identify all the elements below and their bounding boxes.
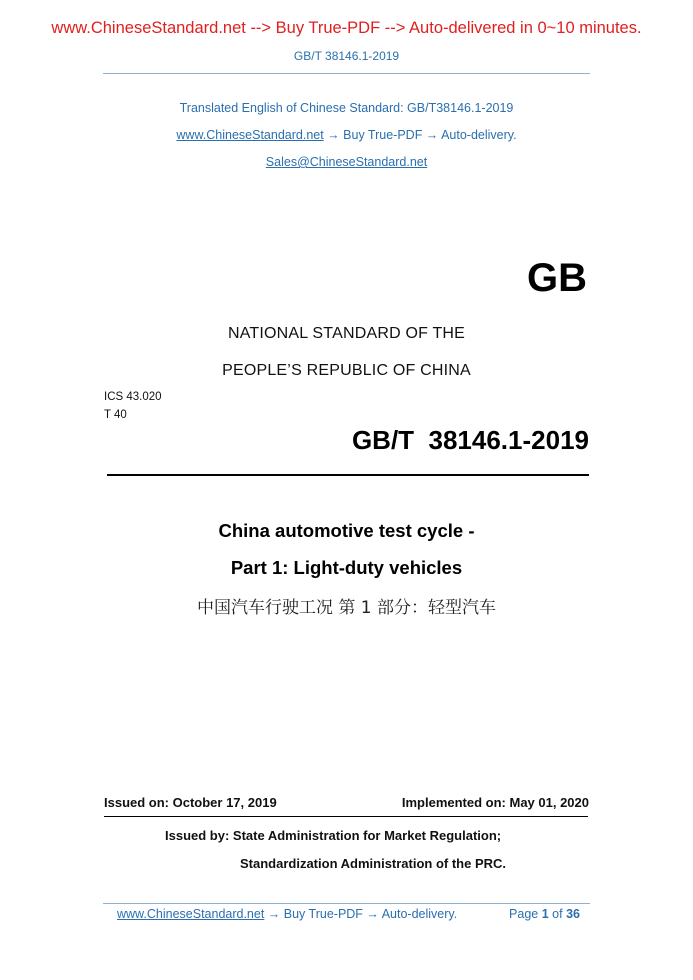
dates-divider — [104, 816, 588, 817]
page-total: 36 — [566, 907, 580, 921]
title-line1: China automotive test cycle - — [218, 520, 475, 541]
header-standard-code: GB/T 38146.1-2019 — [293, 49, 400, 63]
implemented-on-date: Implemented on: May 01, 2020 — [401, 795, 589, 810]
translated-notice: Translated English of Chinese Standard: GB/T38146.1-2019 — [179, 101, 514, 115]
top-banner[interactable]: www.ChineseStandard.net --> Buy True-PDF --> Auto-delivered in 0~10 minutes. — [51, 19, 642, 37]
footer-buy-text[interactable]: → Buy True-PDF → Auto-delivery. — [264, 907, 458, 921]
page-of: of — [552, 907, 563, 921]
page-label: Page — [509, 907, 539, 921]
title-chinese: 中国汽车行驶工况 第 1 部分：轻型汽车 — [196, 598, 497, 618]
cover-divider — [107, 474, 589, 476]
buy-link-line — [0, 128, 693, 142]
issued-by-line2: Standardization Administration of the PRC. — [240, 856, 507, 871]
header-divider — [103, 73, 590, 74]
site-link[interactable]: www.ChineseStandard.net — [176, 128, 324, 142]
national-standard-line1: NATIONAL STANDARD OF THE — [227, 325, 466, 342]
footer-divider — [103, 903, 590, 904]
buy-link-text[interactable]: → Buy True-PDF → Auto-delivery. — [323, 128, 517, 142]
gb-mark: GB — [527, 256, 587, 300]
ics-code: ICS 43.020 — [104, 391, 162, 403]
footer-site-link[interactable]: www.ChineseStandard.net — [117, 907, 265, 921]
national-standard-line2: PEOPLE’S REPUBLIC OF CHINA — [222, 362, 471, 379]
issued-by-line1: Issued by: State Administration for Market Regulation; — [165, 828, 502, 843]
issued-on-date: Issued on: October 17, 2019 — [104, 795, 277, 810]
standard-code: GB/T 38146.1-2019 — [351, 425, 589, 455]
footer-link-line — [117, 907, 457, 921]
page-indicator — [509, 907, 580, 921]
email-line — [0, 155, 693, 169]
page-current: 1 — [541, 907, 549, 921]
sales-email-link[interactable]: Sales@ChineseStandard.net — [265, 155, 428, 169]
classification-code: T 40 — [104, 409, 127, 421]
title-line2: Part 1: Light-duty vehicles — [230, 557, 463, 578]
